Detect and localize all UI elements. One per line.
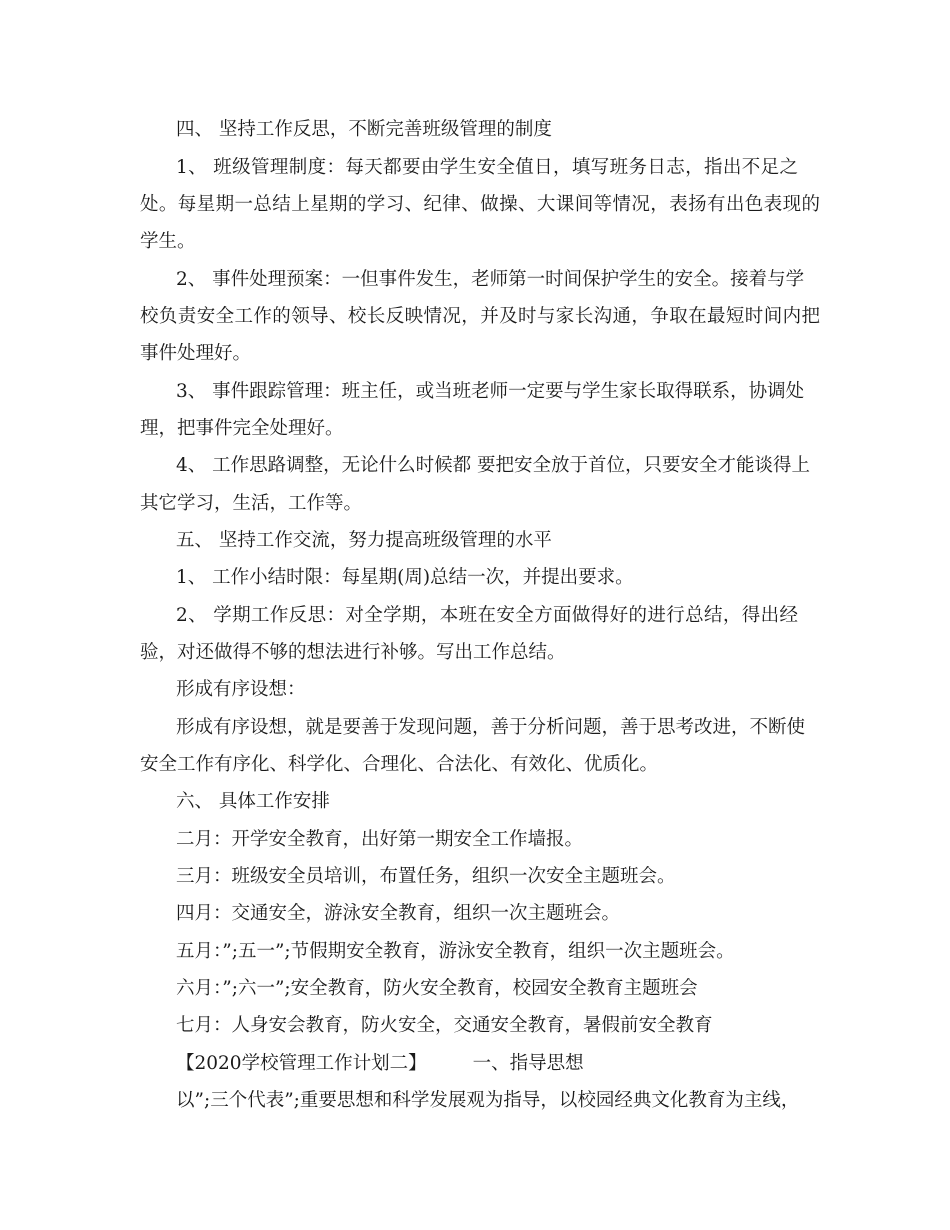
paragraph-line: 学生。 (140, 231, 196, 252)
paragraph-line: 处。每星期一总结上星期的学习、纪律、做操、大课间等情况，表扬有出色表现的 (140, 194, 820, 215)
schedule-item: 六月：”;六一”;安全教育，防火安全教育，校园安全教育主题班会 (176, 978, 698, 999)
schedule-item: 四月：交通安全，游泳安全教育，组织一次主题班会。 (176, 903, 621, 924)
paragraph-line: 1、 工作小结时限：每星期(周)总结一次，并提出要求。 (176, 567, 634, 588)
paragraph-line: 形成有序设想： (176, 679, 306, 700)
section-heading-5: 五、 坚持工作交流，努力提高班级管理的水平 (176, 530, 552, 551)
schedule-item: 二月：开学安全教育，出好第一期安全工作墙报。 (176, 829, 584, 850)
paragraph-line: 验，对还做得不够的想法进行补够。写出工作总结。 (140, 642, 566, 663)
paragraph-line: 理，把事件完全处理好。 (140, 418, 344, 439)
schedule-item: 五月：”;五一”;节假期安全教育，游泳安全教育，组织一次主题班会。 (176, 941, 735, 962)
plan-two-heading (176, 1051, 856, 1077)
plan-two-title: 【2020学校管理工作计划二】 (176, 1053, 427, 1074)
section-heading-6: 六、 具体工作安排 (176, 791, 330, 812)
paragraph-line: 安全工作有序化、科学化、合理化、合法化、有效化、优质化。 (140, 754, 659, 775)
paragraph-line: 3、 事件跟踪管理：班主任，或当班老师一定要与学生家长取得联系，协调处 (176, 381, 805, 402)
paragraph-line: 事件处理好。 (140, 343, 252, 364)
paragraph-line: 4、 工作思路调整，无论什么时候都 要把安全放于首位，只要安全才能谈得上 (176, 455, 811, 476)
schedule-item: 七月：人身安会教育，防火安全，交通安全教育，暑假前安全教育 (176, 1015, 713, 1036)
schedule-item: 三月：班级安全员培训，布置任务，组织一次安全主题班会。 (176, 866, 676, 887)
guiding-thought-heading: 一、指导思想 (472, 1053, 584, 1074)
section-heading-4: 四、 坚持工作反思，不断完善班级管理的制度 (176, 119, 552, 140)
paragraph-line: 形成有序设想，就是要善于发现问题，善于分析问题，善于思考改进，不断使 (176, 717, 806, 738)
paragraph-line: 以”;三个代表”;重要思想和科学发展观为指导，以校园经典文化教育为主线， (176, 1090, 800, 1111)
paragraph-line: 其它学习，生活，工作等。 (140, 493, 363, 514)
paragraph-line: 2、 学期工作反思：对全学期，本班在安全方面做得好的进行总结，得出经 (176, 605, 798, 626)
paragraph-line: 校负责安全工作的领导、校长反映情况，并及时与家长沟通，争取在最短时间内把 (140, 306, 820, 327)
paragraph-line: 1、 班级管理制度：每天都要由学生安全值日，填写班务日志，指出不足之 (176, 157, 798, 178)
paragraph-line: 2、 事件处理预案：一但事件发生，老师第一时间保护学生的安全。接着与学 (176, 269, 805, 290)
